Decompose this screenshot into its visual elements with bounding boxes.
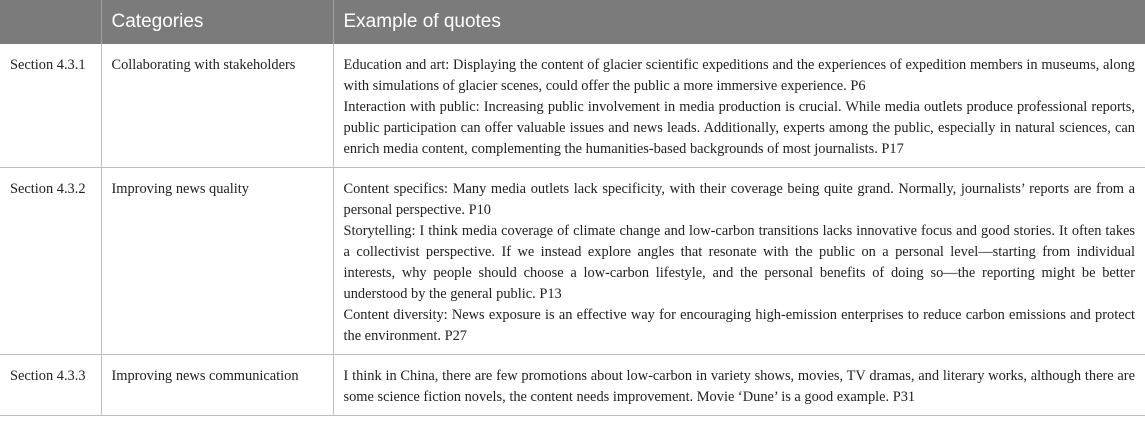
table-header [0, 0, 1145, 44]
table-row [0, 168, 1145, 355]
header-example-of-quotes: Example of quotes [333, 0, 1145, 44]
quote-text: Content diversity: News exposure is an effective way for encouraging high-emission enterprises to reduce carbon emissions and protect the environment. P27 [343, 307, 1135, 344]
section-cell: Section 4.3.3 [0, 355, 101, 416]
header-section [0, 0, 101, 44]
header-categories: Categories [101, 0, 333, 44]
category-cell: Improving news quality [101, 168, 333, 355]
table-body [0, 44, 1145, 416]
section-cell: Section 4.3.2 [0, 168, 101, 355]
section-cell: Section 4.3.1 [0, 44, 101, 168]
table-row [0, 44, 1145, 168]
quote-text: Interaction with public: Increasing public involvement in media production is crucial. While media outlets produce professional reports, public participation can offer valuable issues and news leads. Additionally, experts among the public, especially in natural sciences, can enrich media content, complementing the humanities-based backgrounds of most journalists. P17 [343, 99, 1135, 157]
table-row [0, 355, 1145, 416]
quotes-cell [333, 355, 1145, 416]
category-cell: Improving news communication [101, 355, 333, 416]
quotes-cell [333, 44, 1145, 168]
quote-text: Storytelling: I think media coverage of climate change and low-carbon transitions lacks innovative focus and good stories. It often takes a collectivist perspective. If we instead explore angles that resonate with the public on a personal level—starting from individual interests, why people should choose a low-carbon lifestyle, and the personal benefits of doing so—the reporting might be better understood by the general public. P13 [343, 223, 1135, 302]
quote-text: I think in China, there are few promotions about low-carbon in variety shows, movies, TV dramas, and literary works, although there are some science fiction novels, the content needs improvement. Movie ‘Dune’ is a good example. P31 [343, 368, 1135, 405]
quote-text: Education and art: Displaying the content of glacier scientific expeditions and the experiences of expedition members in museums, along with simulations of glacier scenes, could offer the public a more immersive experience. P6 [343, 57, 1135, 94]
quotes-cell [333, 168, 1145, 355]
quote-text: Content specifics: Many media outlets lack specificity, with their coverage being quite grand. Normally, journalists’ reports are from a personal perspective. P10 [343, 181, 1135, 218]
category-cell: Collaborating with stakeholders [101, 44, 333, 168]
header-row [0, 0, 1145, 44]
